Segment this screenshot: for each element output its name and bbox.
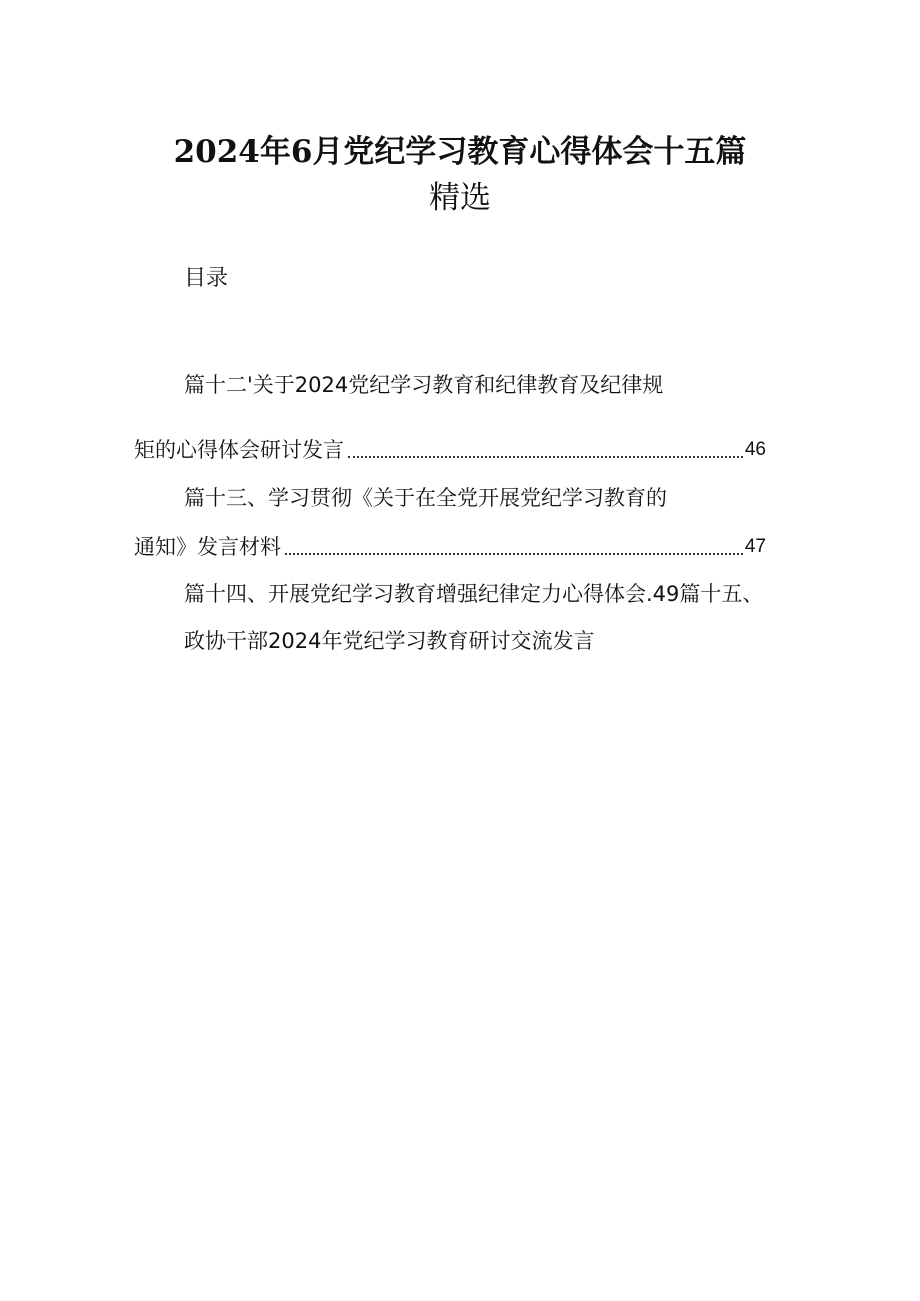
toc-leader-dots [285,553,743,555]
toc-item-14[interactable]: 篇十四、开展党纪学习教育增强纪律定力心得体会.49篇十五、 [184,582,764,606]
toc-item-12-text: 矩的心得体会研讨发言 [134,438,344,462]
document-title: 2024年6月党纪学习教育心得体会十五篇 [173,134,747,170]
toc-item-12-page: 46 [744,439,766,460]
toc-item-13-text: 通知》发言材料 [134,535,281,559]
toc-item-12-line2[interactable] [134,436,766,464]
toc-item-12-line1[interactable]: 篇十二'关于2024党纪学习教育和纪律教育及纪律规 [184,373,664,397]
document-subtitle: 精选 [429,180,491,216]
toc-item-15[interactable]: 政协干部2024年党纪学习教育研讨交流发言 [184,629,595,653]
toc-item-13-line2[interactable] [134,533,766,561]
toc-item-13-line1[interactable]: 篇十三、学习贯彻《关于在全党开展党纪学习教育的 [184,486,667,510]
toc-item-13-page: 47 [744,536,766,557]
toc-heading: 目录 [184,266,229,291]
toc-leader-dots [348,456,743,458]
